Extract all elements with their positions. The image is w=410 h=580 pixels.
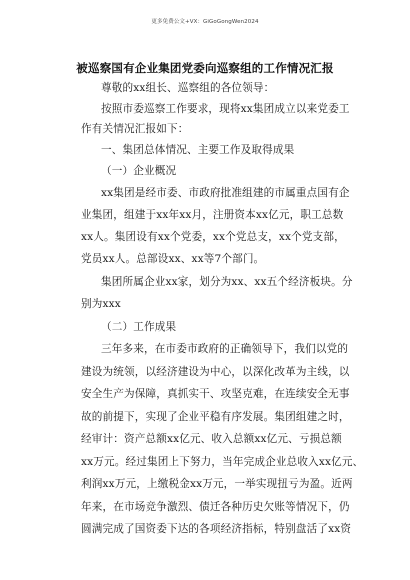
body-line: xx集团是经市委、市政府批准组建的市属重点国有企 — [101, 187, 350, 199]
body-line: 年来，在市场竞争激烈、债迁各种历史欠账等情况下，仍 — [81, 501, 350, 513]
body-line: xx人。集团设有xx个党委，xx个党总支，xx个党支部， — [81, 231, 345, 243]
body-line: 业集团，组建于xx年xx月，注册资本xx亿元，职工总数 — [81, 209, 344, 221]
subsection-heading: （二）工作成果 — [101, 321, 177, 333]
document-title: 被巡察国有企业集团党委向巡察组的工作情况汇报 — [76, 61, 334, 75]
body-line: 安全生产为保障，真抓实干、攻坚克难，在连续安全无事 — [81, 388, 350, 400]
body-line: 党员xx人。总部设xx、xx等7个部门。 — [81, 253, 265, 265]
body-line: 建设为统领，以经济建设为中心，以深化改革为主线，以 — [81, 366, 350, 378]
body-line: 三年多来，在市委市政府的正确领导下，我们以党的 — [101, 343, 349, 355]
body-line: 故的前提下，实现了企业平稳有序发展。集团组建之时， — [81, 411, 350, 423]
subsection-heading: （一）企业概况 — [101, 165, 177, 177]
body-line: 别为xxx — [81, 298, 121, 310]
body-line: xx万元。经过集团上下努力，当年完成企业总收入xx亿元、 — [81, 456, 364, 468]
section-heading: 一、集团总体情况、主要工作及取得成果 — [101, 144, 295, 156]
body-line: 集团所属企业xx家，划分为xx、xx五个经济板块。分 — [101, 276, 353, 288]
body-line: 按照市委巡察工作要求，现将xx集团成立以来党委工 — [101, 103, 350, 115]
watermark-text: 更多免费公文+VX：GiGoGongWen2024 — [151, 19, 259, 25]
body-line: 圆满完成了国资委下达的各项经济指标，特别盘活了xx资 — [81, 523, 352, 535]
body-line: 经审计：资产总额xx亿元、收入总额xx亿元、亏损总额 — [81, 433, 342, 445]
body-line: 利润xx万元，上缴税金xx万元，一举实现扭亏为盈。近两 — [81, 478, 353, 490]
body-line: 作有关情况汇报如下： — [81, 123, 189, 135]
salutation: 尊敬的xx组长、巡察组的各位领导： — [101, 82, 275, 94]
